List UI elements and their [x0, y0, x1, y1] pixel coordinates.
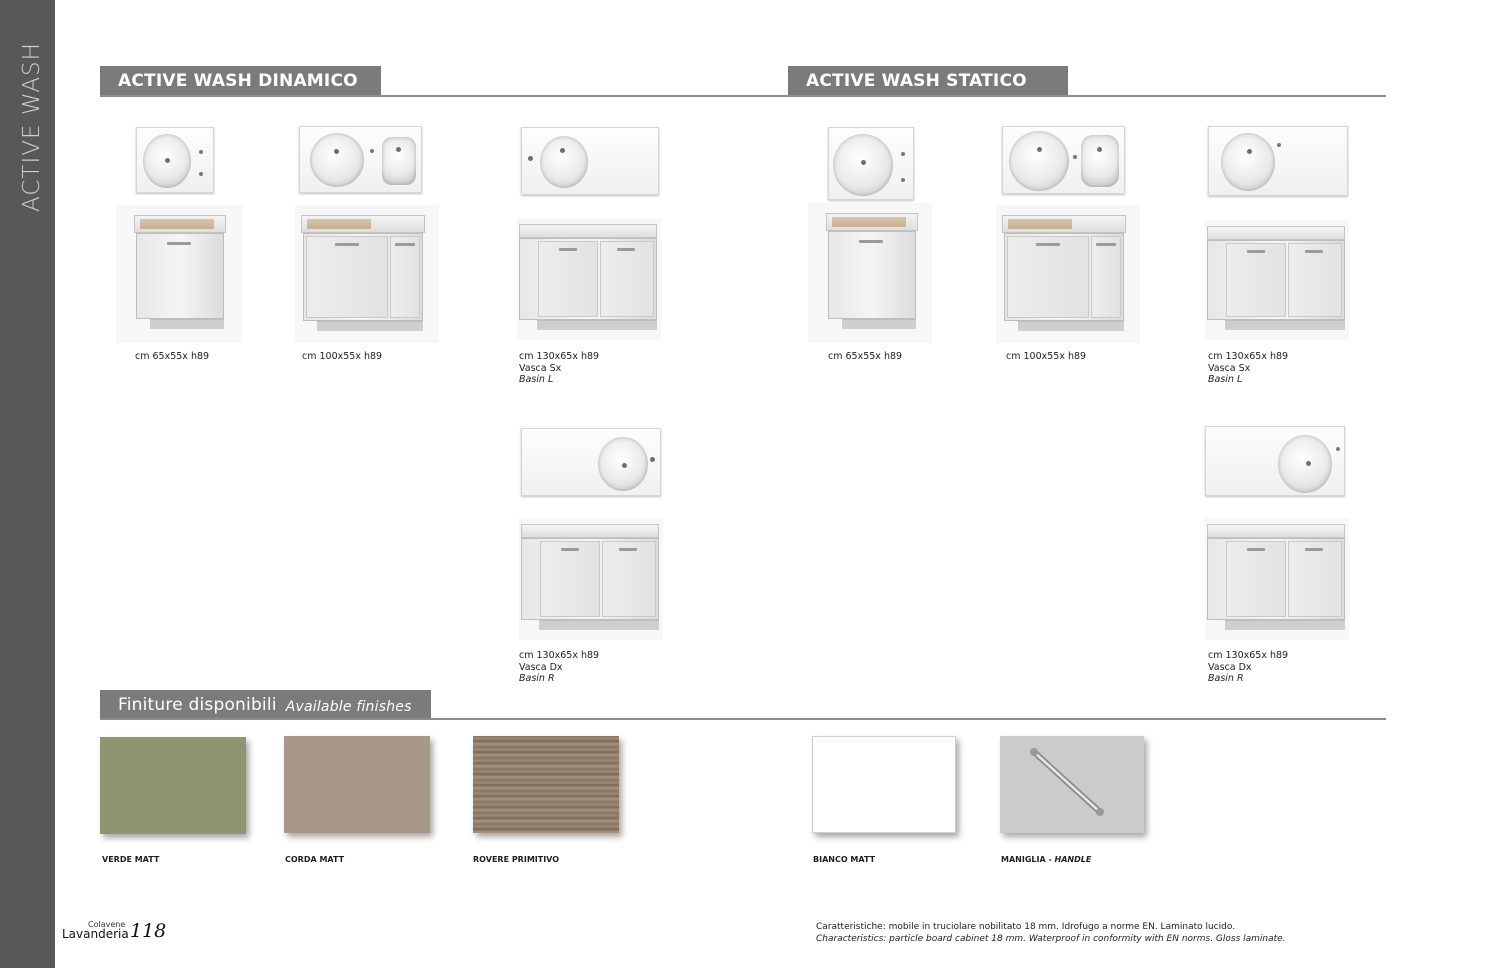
handle-icon: [1000, 736, 1144, 833]
swatch-label: VERDE MATT: [102, 855, 160, 864]
side-band: [0, 0, 55, 968]
section-title-statico: ACTIVE WASH STATICO: [788, 66, 1068, 96]
section-title-dinamico: ACTIVE WASH DINAMICO: [100, 66, 381, 96]
cabinet-image: [517, 218, 661, 340]
sink-top-view: [299, 126, 422, 193]
product-size: cm 100x55x h89: [302, 351, 383, 362]
section-rule-statico: [788, 95, 1386, 97]
product-caption: [302, 351, 382, 363]
cabinet-image: [808, 203, 932, 343]
finishes-title-en: Available finishes: [285, 698, 412, 715]
sink-top-view: [828, 127, 914, 200]
finishes-title: [100, 690, 431, 720]
sink-top-view: [521, 127, 659, 195]
cabinet-image: [295, 205, 439, 343]
characteristics-en: Characteristics: particle board cabinet 18 mm. Waterproof in conformity with EN norms. Gloss laminate.: [816, 933, 1286, 944]
product-variant: Vasca Dx: [519, 661, 563, 673]
product-caption: [1006, 351, 1086, 363]
characteristics-note: [816, 922, 1286, 945]
cabinet-image: [996, 205, 1140, 343]
product-variant-en: Basin L: [1208, 374, 1243, 385]
product-caption: [1208, 650, 1288, 685]
swatch-rovere-primitivo: [473, 736, 619, 833]
product-caption: [1208, 351, 1288, 386]
finishes-title-it: Finiture disponibili: [118, 695, 277, 715]
product-variant-en: Basin L: [519, 374, 554, 385]
product-variant-en: Basin R: [1208, 673, 1244, 684]
characteristics-it: Caratteristiche: mobile in truciolare nobilitato 18 mm. Idrofugo a norme EN. Laminato lucido.: [816, 922, 1236, 932]
sink-top-view: [1205, 426, 1345, 496]
swatch-label: CORDA MATT: [285, 855, 345, 864]
cabinet-image: [1205, 220, 1349, 340]
product-caption: [519, 650, 599, 685]
product-variant: Vasca Dx: [1208, 661, 1252, 673]
product-variant: Vasca Sx: [519, 362, 562, 374]
product-size: cm 65x55x h89: [828, 351, 903, 362]
page-number: 118: [130, 920, 167, 942]
cabinet-image: [1205, 518, 1349, 640]
product-size: cm 130x65x h89: [1208, 650, 1289, 661]
product-size: cm 130x65x h89: [519, 351, 600, 362]
product-caption: [519, 351, 599, 386]
swatch-bianco-matt: [812, 736, 956, 833]
swatch-label: BIANCO MATT: [813, 855, 876, 864]
side-title: ACTIVE WASH: [19, 42, 45, 212]
product-caption: [135, 351, 209, 363]
swatch-label: MANIGLIA - HANDLE: [1001, 855, 1092, 864]
swatch-corda-matt: [284, 736, 430, 833]
product-size: cm 100x55x h89: [1006, 351, 1087, 362]
product-variant-en: Basin R: [519, 673, 555, 684]
catalog-name: Lavanderia: [62, 927, 129, 941]
product-caption: [828, 351, 902, 363]
swatch-handle: [1000, 736, 1144, 833]
product-variant: Vasca Sx: [1208, 362, 1251, 374]
sink-top-view: [521, 428, 661, 496]
section-rule-dinamico: [100, 95, 790, 97]
swatch-label: ROVERE PRIMITIVO: [473, 855, 560, 864]
finishes-rule: [100, 718, 1386, 720]
sink-top-view: [1002, 126, 1125, 194]
product-size: cm 65x55x h89: [135, 351, 210, 362]
brand-name: Colavene: [88, 920, 126, 929]
cabinet-image: [519, 518, 663, 640]
sink-top-view: [136, 127, 214, 193]
product-size: cm 130x65x h89: [519, 650, 600, 661]
cabinet-image: [116, 205, 242, 343]
swatch-verde-matt: [100, 737, 246, 834]
product-size: cm 130x65x h89: [1208, 351, 1289, 362]
sink-top-view: [1208, 126, 1348, 196]
